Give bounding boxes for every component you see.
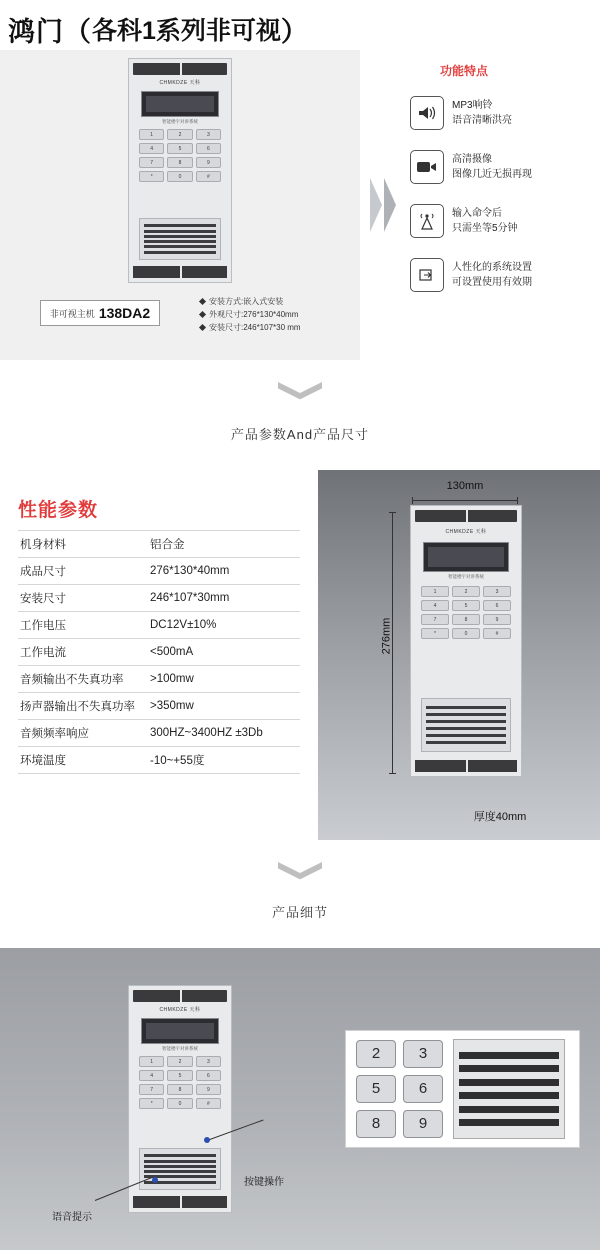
spec-bullet-list [200,295,350,334]
keypad-key: 3 [196,1056,221,1067]
model-plate-code: 138DA2 [98,305,151,321]
spec-text: 安装方式:嵌入式安装 [209,297,284,306]
keypad-key: 1 [139,1056,164,1067]
diamond-bullet-icon [199,324,206,331]
chevron-down-icon [278,862,322,882]
device-screen [423,542,509,572]
keypad-key: 3 [196,129,221,140]
param-value: 300HZ~3400HZ ±3Db [148,720,300,747]
table-row [18,612,300,639]
device-speaker-grill [139,1148,221,1190]
device-screen-inner [428,547,504,567]
model-plate [40,300,160,326]
param-value: 246*107*30mm [148,585,300,612]
keypad-key: 4 [139,1070,164,1081]
table-row [18,747,300,774]
device-screen-inner [146,1023,214,1039]
keypad-key: 2 [167,129,192,140]
series-name: 各科1系列非可视 [92,17,281,45]
keypad-key: 0 [167,171,192,182]
device-speaker-grill [139,218,221,260]
model-plate-type: 非可视主机 [49,308,95,319]
closeup-key: 9 [403,1110,443,1138]
closeup-key: 3 [403,1040,443,1068]
dimension-width-label: 130mm [446,480,484,492]
dimension-thickness-label: 厚度40mm [473,811,527,823]
keypad-key: 9 [196,1084,221,1095]
dimension-height-label: 276mm [380,617,393,655]
keypad-key: 8 [167,157,192,168]
table-row [18,558,300,585]
device-keypad [139,129,221,182]
section-divider-chevron [0,382,600,407]
closeup-speaker-grill [453,1039,565,1139]
product-image-detail [128,985,232,1213]
closeup-key: 2 [356,1040,396,1068]
keypad-key: 8 [452,614,480,625]
param-value: 铝合金 [148,531,300,558]
feature-line-2: 语音清晰洪亮 [452,115,512,126]
signal-icon [410,204,444,238]
diamond-bullet-icon [199,311,206,318]
keypad-key: 6 [196,1070,221,1081]
feature-item [410,86,595,140]
right-arrow-icon [368,170,398,240]
keypad-key: 1 [139,129,164,140]
feature-line-2: 图像几近无损再现 [452,169,532,180]
top-section [0,50,600,360]
spec-text: 外观尺寸:276*130*40mm [209,310,299,319]
camera-icon [410,150,444,184]
parameters-title: 性能参数 [18,500,99,521]
keypad-key: * [139,171,164,182]
keypad-key: # [196,1098,221,1109]
feature-item [410,140,595,194]
parameters-table [18,530,300,774]
param-key: 音频输出不失真功率 [18,666,148,693]
table-row [18,639,300,666]
spec-text: 安装尺寸:246*107*30 mm [209,323,301,332]
device-logo: CHMKDZE 天科 [159,1007,201,1013]
param-value: 276*130*40mm [148,558,300,585]
feature-text [452,152,532,182]
device-speaker-grill [421,698,511,752]
device-screen-label: 智能楼宇对讲系统 [162,119,198,124]
list-item [200,295,350,308]
list-item [200,308,350,321]
param-value: >100mw [148,666,300,693]
feature-line-1: MP3响铃 [452,100,493,111]
section-title-parameters: 产品参数And产品尺寸 [230,427,370,442]
closeup-key: 5 [356,1075,396,1103]
feature-line-1: 输入命令后 [452,208,502,219]
param-key: 工作电压 [18,612,148,639]
product-image-dimensions [410,505,522,777]
keypad-key: # [483,628,511,639]
feature-text [452,260,532,290]
keypad-key: # [196,171,221,182]
param-value: DC12V±10% [148,612,300,639]
feature-item [410,194,595,248]
param-key: 扬声器输出不失真功率 [18,693,148,720]
closeup-key: 8 [356,1110,396,1138]
device-screen [141,91,219,117]
feature-text [452,206,518,236]
keypad-key: 7 [421,614,449,625]
feature-item [410,248,595,302]
device-screen [141,1018,219,1044]
device-top-bar [415,510,517,522]
chevron-down-icon [278,382,322,402]
detail-closeup-photo [345,1030,580,1148]
param-key: 音频频率响应 [18,720,148,747]
keypad-key: 5 [452,600,480,611]
feature-line-2: 可设置使用有效期 [452,277,532,288]
settings-icon [410,258,444,292]
keypad-key: 6 [196,143,221,154]
device-logo: CHMKDZE 天科 [159,80,201,86]
feature-line-1: 人性化的系统设置 [452,262,532,273]
dimension-width-line [412,500,518,501]
keypad-key: 5 [167,143,192,154]
callout-dot-voice [152,1177,158,1183]
param-value: <500mA [148,639,300,666]
param-value: >350mw [148,693,300,720]
keypad-key: * [421,628,449,639]
param-key: 环境温度 [18,747,148,774]
callout-label-keys: 按键操作 [244,1177,284,1188]
keypad-key: * [139,1098,164,1109]
table-row [18,531,300,558]
section-divider-chevron-2 [0,862,600,887]
device-bottom-bar [133,266,227,278]
features-list [410,86,595,302]
keypad-key: 9 [483,614,511,625]
param-key: 安装尺寸 [18,585,148,612]
table-row [18,585,300,612]
keypad-key: 6 [483,600,511,611]
device-top-bar [133,63,227,75]
table-row [18,693,300,720]
product-image-front [128,58,232,283]
device-screen-label: 智能楼宇对讲系统 [448,574,484,579]
keypad-key: 2 [452,586,480,597]
feature-line-2: 只需坐等5分钟 [452,223,518,234]
diamond-bullet-icon [199,298,206,305]
keypad-key: 4 [421,600,449,611]
device-bottom-bar [133,1196,227,1208]
param-key: 工作电流 [18,639,148,666]
device-screen-inner [146,96,214,112]
device-bottom-bar [415,760,517,772]
brand-name: 鸿门（ [8,16,92,48]
keypad-key: 0 [452,628,480,639]
param-key: 机身材料 [18,531,148,558]
speaker-icon [410,96,444,130]
table-row [18,666,300,693]
closeup-key: 6 [403,1075,443,1103]
list-item [200,321,350,334]
param-value: -10~+55度 [148,747,300,774]
keypad-key: 7 [139,157,164,168]
page-header [0,10,600,48]
keypad-key: 9 [196,157,221,168]
keypad-key: 7 [139,1084,164,1095]
keypad-key: 8 [167,1084,192,1095]
device-keypad [421,586,511,639]
closeup-keypad [356,1040,443,1138]
device-keypad [139,1056,221,1109]
feature-line-1: 高清摄像 [452,154,492,165]
device-top-bar [133,990,227,1002]
keypad-key: 1 [421,586,449,597]
callout-label-voice: 语音提示 [52,1212,92,1223]
keypad-key: 0 [167,1098,192,1109]
brand-close: ） [280,16,309,48]
device-screen-label: 智能楼宇对讲系统 [162,1046,198,1051]
keypad-key: 2 [167,1056,192,1067]
keypad-key: 5 [167,1070,192,1081]
keypad-key: 3 [483,586,511,597]
feature-text [452,98,512,128]
param-key: 成品尺寸 [18,558,148,585]
section-title-details: 产品细节 [271,905,328,920]
callout-dot-keys [204,1137,210,1143]
features-title: 功能特点 [440,64,489,78]
parameters-panel [0,470,318,840]
table-row [18,720,300,747]
device-logo: CHMKDZE 天科 [445,529,487,535]
keypad-key: 4 [139,143,164,154]
